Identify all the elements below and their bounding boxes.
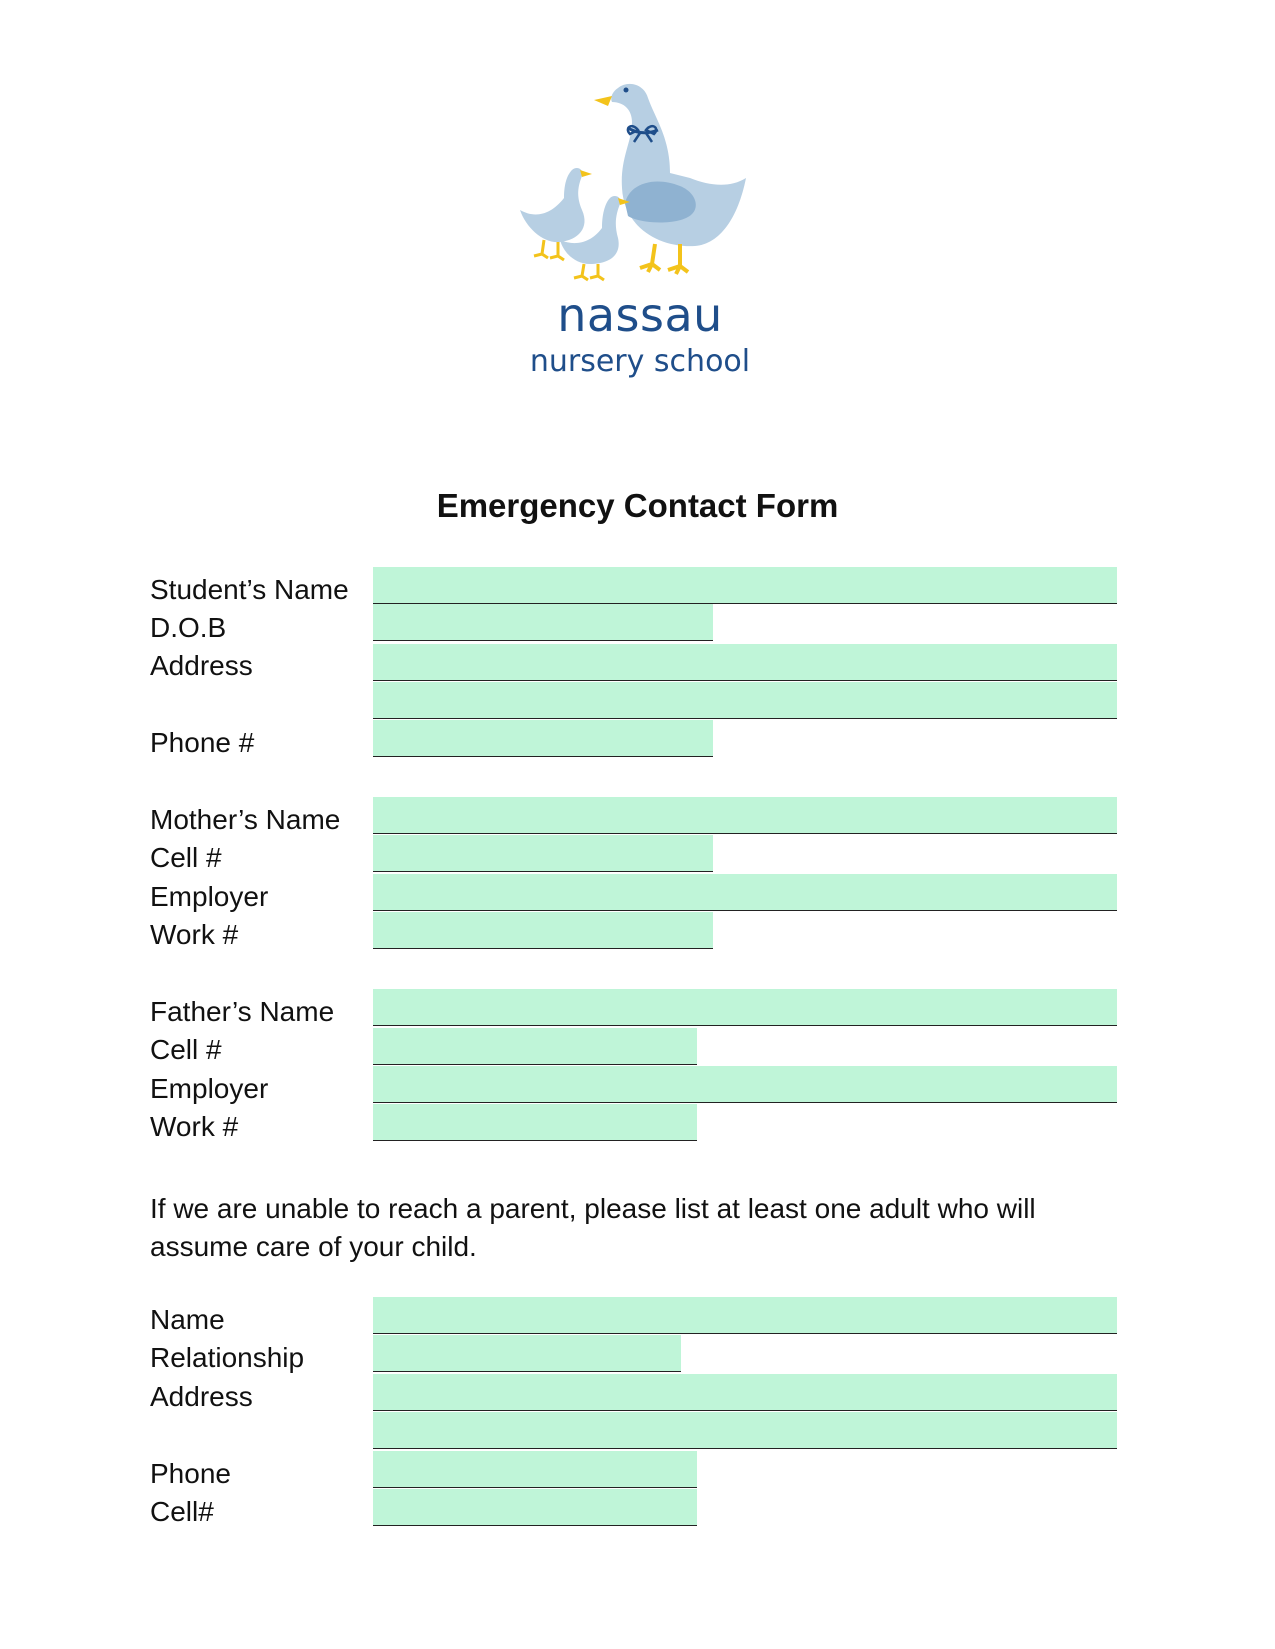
alternate-address-label: Address <box>150 1381 253 1412</box>
alternate-cell-label: Cell# <box>150 1496 214 1527</box>
alternate-name-label: Name <box>150 1304 225 1335</box>
father-employer-label: Employer <box>150 1073 269 1104</box>
father-cell-field[interactable] <box>373 1028 697 1065</box>
student-phone-label: Phone # <box>150 727 255 758</box>
father-work-label: Work # <box>150 1111 239 1142</box>
dob-label: D.O.B <box>150 612 227 643</box>
student-address-line2-field[interactable] <box>373 682 1117 719</box>
alternate-name-field[interactable] <box>373 1297 1117 1334</box>
school-logo <box>520 78 760 378</box>
mother-employer-field[interactable] <box>373 874 1117 911</box>
page-title: Emergency Contact Form <box>436 487 839 524</box>
alternate-cell-field[interactable] <box>373 1489 697 1526</box>
mother-employer-label: Employer <box>150 881 269 912</box>
mother-work-label: Work # <box>150 919 239 950</box>
father-work-field[interactable] <box>373 1104 697 1141</box>
mother-cell-label: Cell # <box>150 842 222 873</box>
mother-work-field[interactable] <box>373 912 713 949</box>
alternate-phone-label: Phone <box>150 1458 231 1489</box>
student-name-field[interactable] <box>373 567 1117 604</box>
instructions-text: If we are unable to reach a parent, please list at least one adult who will assume care of your child. <box>150 1193 1036 1262</box>
logo-wordmark-nursery-school: nursery school <box>529 344 751 379</box>
relationship-field[interactable] <box>373 1335 681 1372</box>
student-phone-field[interactable] <box>373 720 713 757</box>
mother-name-label: Mother’s Name <box>150 804 341 835</box>
goose-family-icon <box>520 78 760 288</box>
father-cell-label: Cell # <box>150 1034 222 1065</box>
father-employer-field[interactable] <box>373 1066 1117 1103</box>
mother-cell-field[interactable] <box>373 835 713 872</box>
father-name-field[interactable] <box>373 989 1117 1026</box>
dob-field[interactable] <box>373 604 713 641</box>
student-address-label: Address <box>150 650 253 681</box>
mother-name-field[interactable] <box>373 797 1117 834</box>
alternate-address-line1-field[interactable] <box>373 1374 1117 1411</box>
student-name-label: Student’s Name <box>150 574 349 605</box>
student-address-line1-field[interactable] <box>373 644 1117 681</box>
alternate-phone-field[interactable] <box>373 1451 697 1488</box>
alternate-address-line2-field[interactable] <box>373 1412 1117 1449</box>
logo-wordmark-nassau: nassau <box>557 288 723 342</box>
relationship-label: Relationship <box>150 1342 305 1373</box>
father-name-label: Father’s Name <box>150 996 335 1027</box>
